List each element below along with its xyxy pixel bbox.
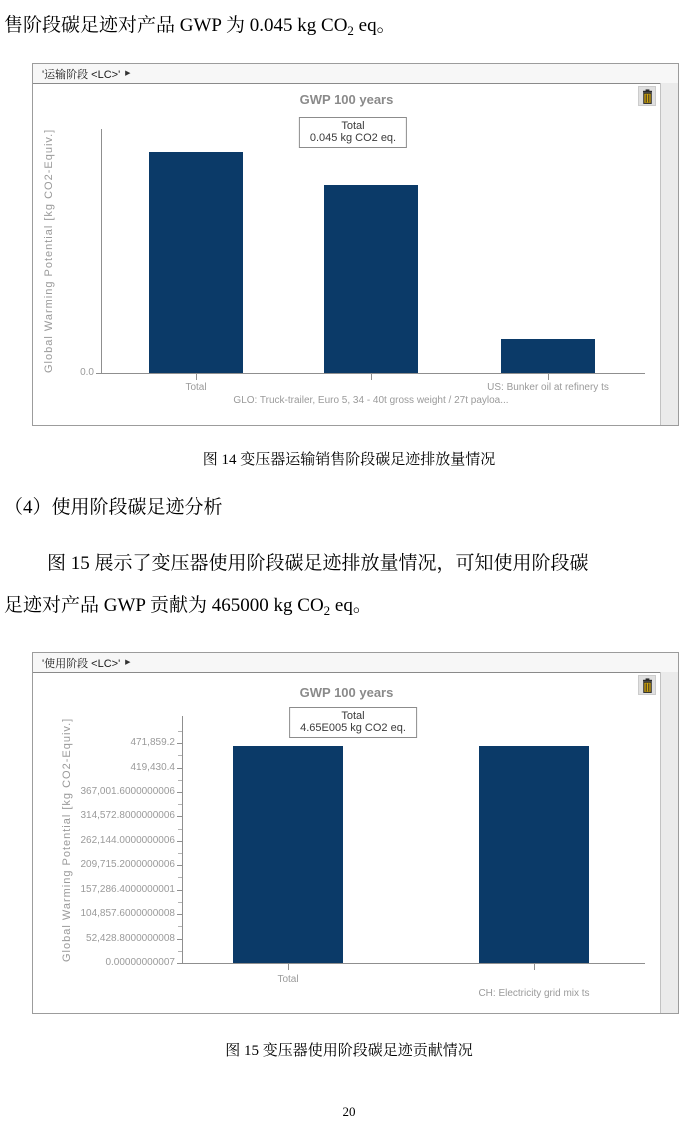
y-minor-tick: [178, 829, 182, 830]
y-tick-label: 0.00000000007: [105, 957, 175, 968]
x-tick: [288, 964, 289, 970]
x-axis-line: [101, 373, 645, 374]
y-tick-label: 367,001.6000000006: [80, 785, 175, 797]
figure-14-caption: 图 14 变压器运输销售阶段碳足迹排放量情况: [202, 452, 496, 468]
legend-series-value: 4.65E005 kg CO2 eq.: [300, 722, 406, 734]
y-tick: [177, 890, 182, 891]
plot-area: [33, 64, 678, 425]
x-tick: [196, 374, 197, 380]
x-tick: [371, 374, 372, 380]
y-tick: [177, 939, 182, 940]
category-label: Total: [185, 382, 207, 393]
category-label: Total: [277, 974, 299, 985]
y-minor-tick: [178, 926, 182, 927]
figure-15-caption: 图 15 变压器使用阶段碳足迹贡献情况: [225, 1043, 473, 1059]
y-tick: [177, 865, 182, 866]
y-minor-tick: [178, 780, 182, 781]
y-tick-label: 104,857.6000000008: [80, 908, 175, 920]
x-tick: [534, 964, 535, 970]
tab-scroll-arrow-icon[interactable]: ▶: [125, 659, 131, 666]
y-tick-label: 0.0: [80, 367, 94, 378]
paragraph-top-tail: eq。: [353, 15, 396, 36]
bar: [324, 185, 418, 373]
y-tick: [177, 841, 182, 842]
category-label: CH: Electricity grid mix ts: [478, 988, 590, 999]
y-tick: [177, 963, 182, 964]
legend-series-value: 0.045 kg CO2 eq.: [309, 132, 397, 144]
y-tick-label: 52,428.8000000008: [86, 932, 175, 944]
legend-series-name: Total: [341, 710, 365, 722]
paragraph-use-line2: [4, 590, 372, 619]
category-label: US: Bunker oil at refinery ts: [487, 382, 609, 393]
paragraph-top-text: 售阶段碳足迹对产品 GWP 为 0.045 kg CO: [4, 15, 348, 36]
y-tick-label: 209,715.2000000006: [80, 859, 175, 871]
plot-area: [33, 653, 678, 1013]
bar: [501, 339, 595, 373]
co2-subscript: 2: [347, 23, 354, 38]
y-tick: [177, 792, 182, 793]
y-tick-label: 314,572.8000000006: [80, 810, 175, 822]
bar: [233, 746, 343, 963]
chart-widget-transport: [32, 63, 679, 426]
legend-series-name: Total: [341, 120, 365, 132]
y-minor-tick: [178, 755, 182, 756]
paragraph-use-line1: 图 15 展示了变压器使用阶段碳足迹排放量情况，可知使用阶段碳: [47, 553, 589, 574]
y-tick: [177, 743, 182, 744]
x-axis-line: [182, 963, 645, 964]
y-axis-title: Global Warming Potential [kg CO2-Equiv.]: [43, 128, 55, 373]
y-minor-tick: [178, 731, 182, 732]
co2-subscript: 2: [323, 603, 331, 618]
y-axis-line: [182, 716, 183, 963]
chart-title: GWP 100 years: [299, 685, 394, 700]
y-tick: [177, 768, 182, 769]
y-minor-tick: [178, 877, 182, 878]
chart-title: GWP 100 years: [299, 92, 394, 107]
paragraph-use-tail: eq。: [330, 595, 372, 616]
category-label: GLO: Truck-trailer, Euro 5, 34 - 40t gross weight / 27t payloa...: [233, 395, 509, 406]
paragraph-use-text: 足迹对产品 GWP 贡献为 465000 kg CO: [4, 595, 324, 616]
bar: [479, 746, 589, 963]
x-tick: [548, 374, 549, 380]
y-tick-label: 471,859.2: [130, 737, 175, 749]
tab-label: '使用阶段 <LC>': [42, 657, 121, 670]
y-axis-title: Global Warming Potential [kg CO2-Equiv.]: [61, 717, 73, 962]
chart-widget-use: [32, 652, 679, 1014]
page-number: 20: [342, 1104, 356, 1119]
bar: [149, 152, 243, 373]
y-axis-line: [101, 129, 102, 373]
y-tick: [96, 373, 101, 374]
y-tick: [177, 816, 182, 817]
y-minor-tick: [178, 951, 182, 952]
y-minor-tick: [178, 902, 182, 903]
tab-scroll-arrow-icon[interactable]: ▶: [125, 70, 131, 77]
y-tick-label: 157,286.4000000001: [80, 883, 175, 895]
tab-label: '运输阶段 <LC>': [42, 68, 121, 81]
paragraph-top: [4, 10, 396, 39]
y-tick-label: 419,430.4: [130, 761, 175, 773]
section-heading: （4）使用阶段碳足迹分析: [4, 497, 223, 518]
y-minor-tick: [178, 853, 182, 854]
y-minor-tick: [178, 804, 182, 805]
y-tick-label: 262,144.0000000006: [80, 834, 175, 846]
y-tick: [177, 914, 182, 915]
